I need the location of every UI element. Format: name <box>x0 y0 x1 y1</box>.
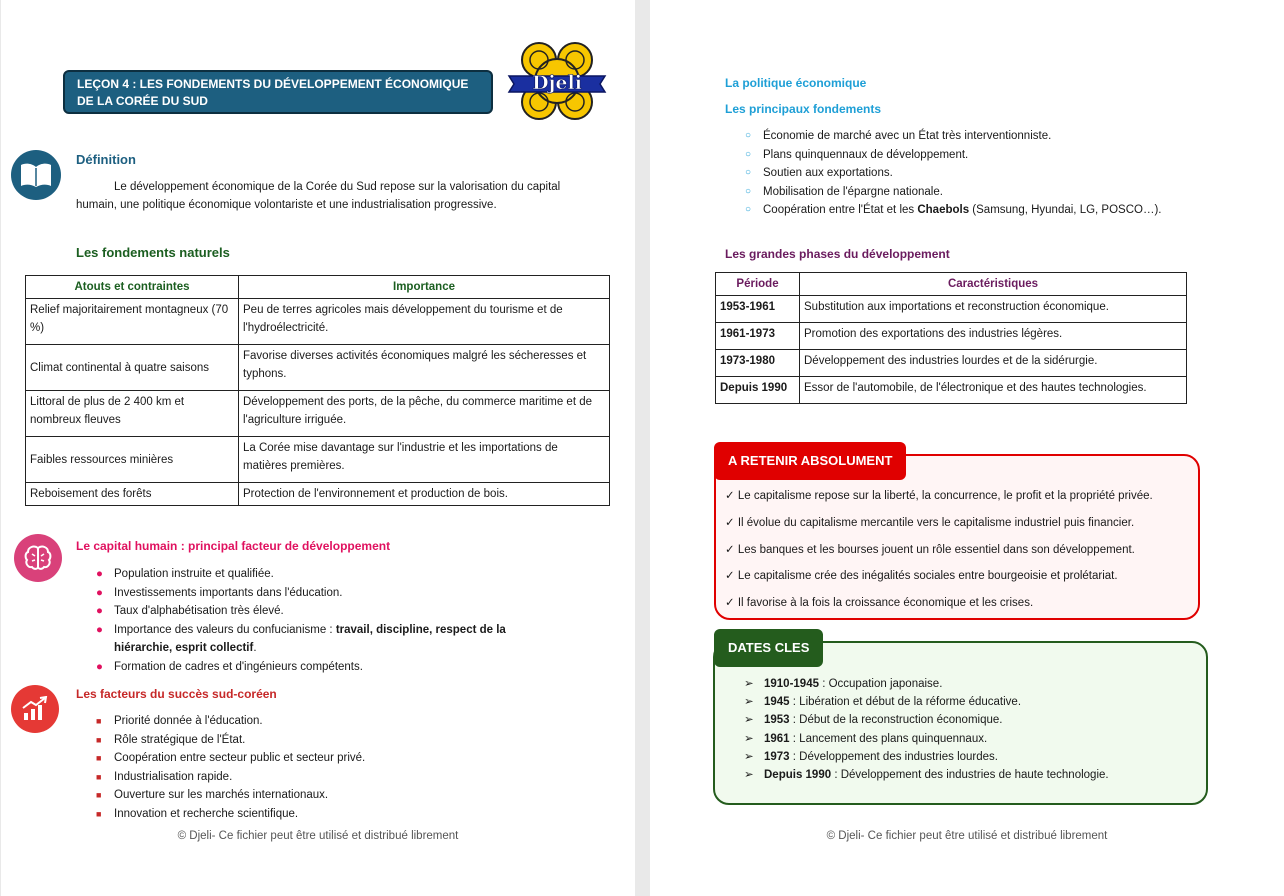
table-cell: Littoral de plus de 2 400 km et nombreux fleuves <box>26 391 239 437</box>
table-row <box>26 299 610 345</box>
list-item <box>725 537 1195 564</box>
list-item-text: Rôle stratégique de l'État. <box>114 733 246 746</box>
list-item: ○ Soutien aux exportations. <box>745 167 893 180</box>
check-icon: ✓ <box>725 570 738 583</box>
list-item: ■ Ouverture sur les marchés internationaux. <box>96 789 329 802</box>
success-heading: Les facteurs du succès sud-coréen <box>76 687 277 701</box>
list-item: ○ Plans quinquennaux de développement. <box>745 148 969 161</box>
list-item-text: Plans quinquennaux de développement. <box>763 148 969 161</box>
list-item-text: Formation de cadres et d'ingénieurs compétents. <box>114 660 363 673</box>
list-item: ■ Rôle stratégique de l'État. <box>96 733 246 746</box>
table-row <box>26 437 610 483</box>
list-item <box>725 563 1195 590</box>
list-item: ● Taux d'alphabétisation très élevé. <box>96 605 284 618</box>
human-list <box>76 565 556 677</box>
date-text: : Libération et début de la réforme éducative. <box>789 696 1022 709</box>
success-list <box>76 712 556 824</box>
table-header: Importance <box>239 276 610 299</box>
confucian-suffix: . <box>253 642 257 655</box>
table-header-row <box>26 276 610 299</box>
arrow-icon: ➢ <box>744 696 754 709</box>
list-item <box>714 766 1194 784</box>
list-item: ○ Mobilisation de l'épargne nationale. <box>745 185 943 198</box>
table-cell: Développement des industries lourdes et de la sidérurgie. <box>800 350 1187 377</box>
table-cell: Depuis 1990 <box>716 377 800 404</box>
list-item <box>714 730 1194 748</box>
date-text: : Développement des industries de haute technologie. <box>831 769 1109 782</box>
table-cell: Climat continental à quatre saisons <box>26 345 239 391</box>
dates-list <box>714 675 1194 784</box>
dates-title: DATES CLES <box>714 629 823 667</box>
arrow-icon: ➢ <box>744 732 754 745</box>
list-item-text: Économie de marché avec un État très interventionniste. <box>763 130 1052 142</box>
list-item-text: Investissements importants dans l'éducation. <box>114 586 343 599</box>
logo-text: Djeli <box>532 72 582 94</box>
date-label: 1973 <box>764 750 790 763</box>
table-cell: Reboisement des forêts <box>26 483 239 506</box>
right-page <box>650 0 1284 896</box>
arrow-icon: ➢ <box>744 678 754 690</box>
growth-chart-icon <box>11 685 59 733</box>
date-text: : Début de la reconstruction économique. <box>789 714 1003 727</box>
list-item <box>714 693 1194 711</box>
date-text: : Lancement des plans quinquennaux. <box>789 732 988 745</box>
list-item: ● Investissements importants dans l'éducation. <box>96 586 343 599</box>
phases-table <box>715 272 1187 404</box>
list-item: ● Population instruite et qualifiée. <box>96 568 274 580</box>
list-item <box>725 510 1195 537</box>
date-label: 1945 <box>764 696 790 709</box>
list-item <box>714 711 1194 729</box>
list-item <box>714 675 1194 693</box>
list-item: ○ Économie de marché avec un État très interventionniste. <box>745 130 1052 142</box>
page-footer: © Djeli- Ce fichier peut être utilisé et distribué librement <box>177 830 459 842</box>
table-cell: 1961-1973 <box>716 323 800 350</box>
list-item-text: Il évolue du capitalisme mercantile vers le capitalisme industriel puis financier. <box>737 516 1135 529</box>
table-row <box>26 345 610 391</box>
list-item-text: Soutien aux exportations. <box>763 167 893 180</box>
table-cell: 1953-1961 <box>716 296 800 323</box>
list-item: ■ Priorité donnée à l'éducation. <box>96 715 263 727</box>
retain-title: A RETENIR ABSOLUMENT <box>714 442 906 480</box>
page-footer: © Djeli- Ce fichier peut être utilisé et distribué librement <box>826 830 1108 842</box>
human-heading: Le capital humain : principal facteur de développement <box>76 539 391 553</box>
djeli-logo <box>506 38 608 126</box>
list-item-text: Industrialisation rapide. <box>114 770 233 783</box>
natural-heading: Les fondements naturels <box>76 245 230 260</box>
table-cell: Promotion des exportations des industries légères. <box>800 323 1187 350</box>
lesson-title: LEÇON 4 : LES FONDEMENTS DU DÉVELOPPEMENT ÉCONOMIQUE DE LA CORÉE DU SUD <box>63 70 493 114</box>
list-item-text: Les banques et les bourses jouent un rôle essentiel dans son développement. <box>737 543 1135 556</box>
list-item-text: Ouverture sur les marchés internationaux. <box>114 789 329 802</box>
date-text: : Développement des industries lourdes. <box>789 750 998 763</box>
date-label: Depuis 1990 <box>764 769 832 782</box>
table-cell: Protection de l'environnement et production de bois. <box>239 483 610 506</box>
list-item: ● Importance des valeurs du confucianisme : travail, discipline, respect de la hiérarchie, esprit collectif. <box>96 623 506 655</box>
list-item <box>725 483 1195 510</box>
list-item: ■ Innovation et recherche scientifique. <box>96 807 299 820</box>
date-label: 1961 <box>764 732 790 745</box>
table-cell: Peu de terres agricoles mais développement du tourisme et de l'hydroélectricité. <box>239 299 610 345</box>
table-cell: 1973-1980 <box>716 350 800 377</box>
chaebols-suffix: (Samsung, Hyundai, LG, POSCO…). <box>969 204 1162 217</box>
retain-list <box>725 483 1195 617</box>
chaebols-prefix: Coopération entre l'État et les <box>763 204 918 217</box>
policy-heading: La politique économique <box>725 76 867 90</box>
list-item-text: Le capitalisme crée des inégalités sociales entre bourgeoisie et prolétariat. <box>737 570 1118 583</box>
arrow-icon: ➢ <box>744 769 754 782</box>
table-cell: La Corée mise davantage sur l'industrie et les importations de matières premières. <box>239 437 610 483</box>
check-icon: ✓ <box>725 516 738 529</box>
check-icon: ✓ <box>725 543 738 556</box>
check-icon: ✓ <box>725 597 738 610</box>
table-header: Caractéristiques <box>800 273 1187 296</box>
list-item-text: Coopération entre secteur public et secteur privé. <box>114 752 366 765</box>
book-icon <box>11 150 61 200</box>
list-item <box>714 748 1194 766</box>
table-header-row <box>716 273 1187 296</box>
check-icon: ✓ <box>725 490 738 502</box>
table-row <box>716 350 1187 377</box>
chaebols-label: Chaebols <box>917 204 970 217</box>
confucian-values: travail, discipline, respect de la hiérarchie, esprit collectif <box>114 623 506 655</box>
date-label: 1953 <box>764 714 790 727</box>
natural-table <box>25 275 610 506</box>
definition-text: Le développement économique de la Corée du Sud repose sur la valorisation du capital humain, une politique économique volontariste et une industrialisation progressive. <box>76 181 561 211</box>
foundations-heading: Les principaux fondements <box>725 102 882 116</box>
table-row <box>716 296 1187 323</box>
list-item: ■ Industrialisation rapide. <box>96 770 233 783</box>
list-item-text: Il favorise à la fois la croissance économique et les crises. <box>737 597 1034 610</box>
list-item: ○ Coopération entre l'État et les Chaebols (Samsung, Hyundai, LG, POSCO…). <box>745 204 1162 217</box>
list-item: ■ Coopération entre secteur public et secteur privé. <box>96 752 366 765</box>
list-item: ● Formation de cadres et d'ingénieurs compétents. <box>96 660 363 673</box>
table-cell: Favorise diverses activités économiques malgré les sécheresses et typhons. <box>239 345 610 391</box>
table-cell: Essor de l'automobile, de l'électronique et des hautes technologies. <box>800 377 1187 404</box>
table-cell: Faibles ressources minières <box>26 437 239 483</box>
list-item-text: Mobilisation de l'épargne nationale. <box>763 185 943 198</box>
table-row <box>26 483 610 506</box>
list-item-text: Taux d'alphabétisation très élevé. <box>114 605 284 618</box>
left-page <box>1 0 635 896</box>
table-cell: Développement des ports, de la pêche, du commerce maritime et de l'agriculture irriguée. <box>239 391 610 437</box>
list-item <box>725 590 1195 617</box>
confucian-prefix: Importance des valeurs du confucianisme : <box>114 623 336 636</box>
table-row <box>26 391 610 437</box>
list-item-text: Population instruite et qualifiée. <box>114 568 274 580</box>
list-item-text: Innovation et recherche scientifique. <box>114 807 299 820</box>
table-cell: Substitution aux importations et reconstruction économique. <box>800 296 1187 323</box>
arrow-icon: ➢ <box>744 750 754 763</box>
table-row <box>716 377 1187 404</box>
phases-heading: Les grandes phases du développement <box>725 247 950 261</box>
table-header: Période <box>716 273 800 296</box>
list-item-text: Le capitalisme repose sur la liberté, la concurrence, le profit et la propriété privée. <box>737 490 1153 502</box>
date-text: : Occupation japonaise. <box>819 678 943 690</box>
table-cell: Relief majoritairement montagneux (70 %) <box>26 299 239 345</box>
foundations-list <box>725 127 1265 220</box>
definition-heading: Définition <box>76 152 136 167</box>
brain-icon <box>14 534 62 582</box>
table-row <box>716 323 1187 350</box>
date-label: 1910-1945 <box>764 678 819 690</box>
arrow-icon: ➢ <box>744 714 754 727</box>
list-item-text: Priorité donnée à l'éducation. <box>114 715 263 727</box>
table-header: Atouts et contraintes <box>26 276 239 299</box>
